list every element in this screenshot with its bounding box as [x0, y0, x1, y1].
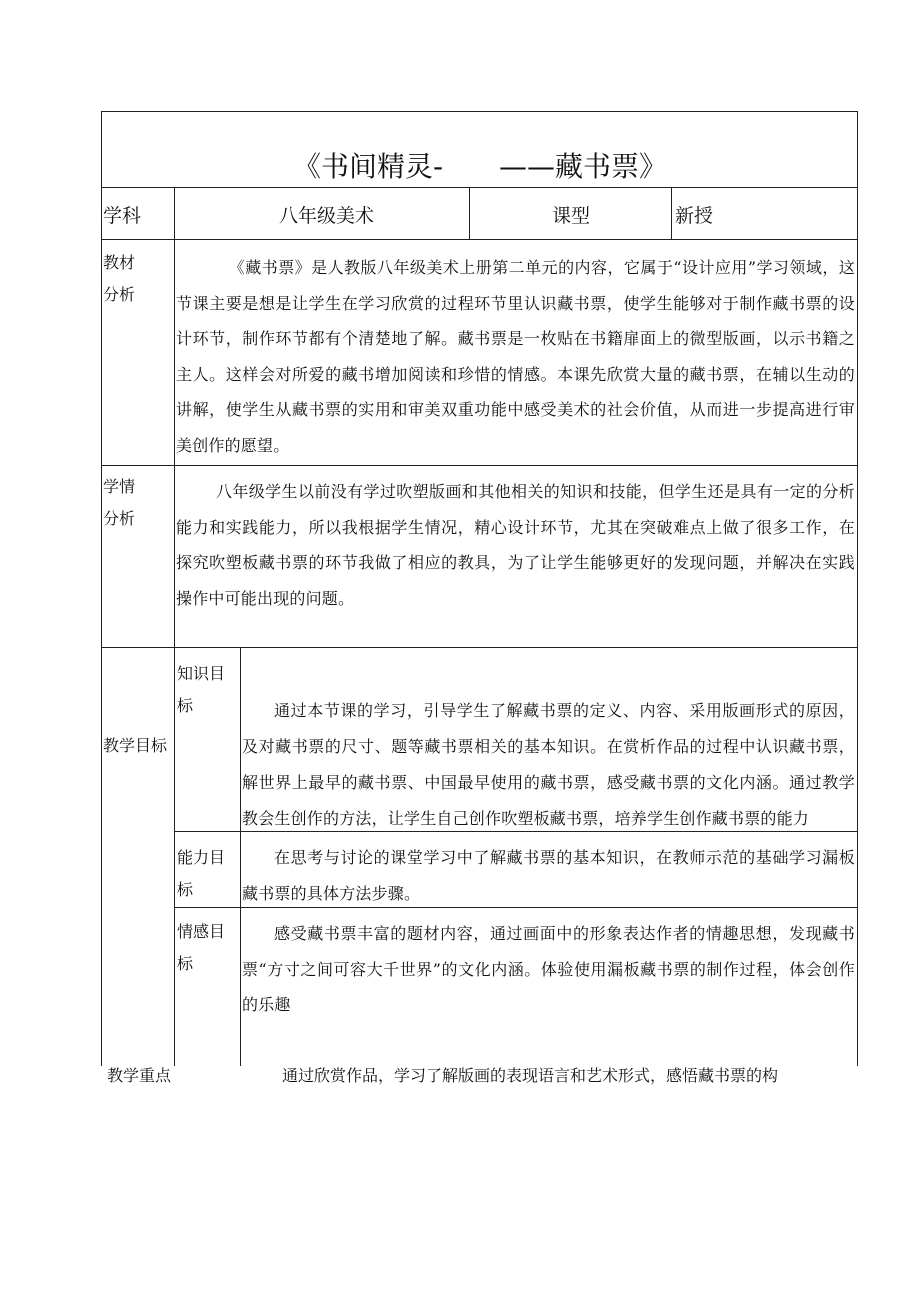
teaching-goals-label: 教学目标 [103, 736, 168, 755]
student-row-bottom-rule [101, 647, 858, 648]
textbook-analysis-label-line2: 分析 [103, 285, 136, 304]
emotion-goal-text: 感受藏书票丰富的题材内容，通过画面中的形象表达作者的情趣思想，发现藏书票“方寸之间可容大千世界”的文化内涵。体验使用漏板藏书票的制作过程，体会创作的乐趣 [242, 924, 855, 1014]
knowledge-goal-label [177, 658, 225, 722]
label-column-rule [174, 187, 175, 1066]
subject-value: 八年级美术 [279, 205, 375, 227]
ability-goal-text: 在思考与讨论的课堂学习中了解藏书票的基本知识，在教师示范的基础学习漏板藏书票的具体方法步骤。 [242, 848, 855, 903]
header-row-bottom-rule [101, 239, 858, 240]
emotion-goal-label-line2: 标 [177, 954, 194, 973]
title-row-bottom-rule [101, 187, 858, 188]
student-analysis-label [103, 471, 135, 535]
table-border-left [101, 111, 102, 1066]
student-analysis-text: 八年级学生以前没有学过吹塑版画和其他相关的知识和技能，但学生还是具有一定的分析能力和实践能力，所以我根据学生情况，精心设计环节，尤其在突破难点上做了很多工作，在探究吹塑板藏书票的环节我做了相应的教具，为了让学生能够更好的发现问题，并解决在实践操作中可能出现的问题。 [176, 482, 855, 608]
header-split-rule-2 [671, 187, 672, 239]
subject-label: 学科 [103, 205, 142, 227]
textbook-row-bottom-rule [101, 465, 858, 466]
table-border-right [857, 111, 858, 1066]
goal-sublabel-column-rule [240, 647, 241, 1066]
emotion-goal-label-line1: 情感目 [177, 922, 226, 941]
ability-goal-label-line2: 标 [177, 880, 194, 899]
knowledge-goal-text: 通过本节课的学习，引导学生了解藏书票的定义、内容、采用版画形式的原因，及对藏书票的尺寸、题等藏书票相关的基本知识。在赏析作品的过程中认识藏书票，解世界上最早的藏书票、中国最早使用的藏书票，感受藏书票的文化内涵。通过教学教会生创作的方法，让学生自己创作吹塑板藏书票，培养学生创作藏书票的能力 [242, 701, 855, 828]
ability-goal-label [177, 842, 225, 906]
textbook-analysis-label [103, 247, 135, 311]
table-border-top [101, 111, 858, 112]
emotion-goal-label [177, 916, 225, 980]
key-points-text: 通过欣赏作品，学习了解版画的表现语言和艺术形式，感悟藏书票的构 [282, 1066, 779, 1085]
student-analysis-label-line2: 分析 [103, 509, 136, 528]
knowledge-goal-label-line2: 标 [177, 696, 194, 715]
textbook-analysis-label-line1: 教材 [103, 253, 136, 272]
knowledge-goal-label-line1: 知识目 [177, 664, 226, 683]
ability-goal-label-line1: 能力目 [177, 848, 226, 867]
document-title: 《书间精灵- ——藏书票》 [292, 150, 668, 183]
header-split-rule-1 [469, 187, 470, 239]
student-analysis-label-line1: 学情 [103, 477, 136, 496]
textbook-analysis-text: 《藏书票》是人教版八年级美术上册第二单元的内容，它属于“设计应用”学习领域，这节课主要是想是让学生在学习欣赏的过程环节里认识藏书票，使学生能够对于制作藏书票的设计环节，制作环节都有个清楚地了解。藏书票是一枚贴在书籍扉面上的微型版画，以示书籍之主人。这样会对所爱的藏书增加阅读和珍惜的情感。本课先欣赏大量的藏书票，在辅以生动的讲解，使学生从藏书票的实用和审美双重功能中感受美术的社会价值，从而进一步提高进行审美创作的愿望。 [176, 258, 855, 455]
key-points-label: 教学重点 [107, 1066, 172, 1085]
lesson-type-value: 新授 [675, 205, 714, 227]
lesson-type-label: 课型 [552, 205, 591, 227]
